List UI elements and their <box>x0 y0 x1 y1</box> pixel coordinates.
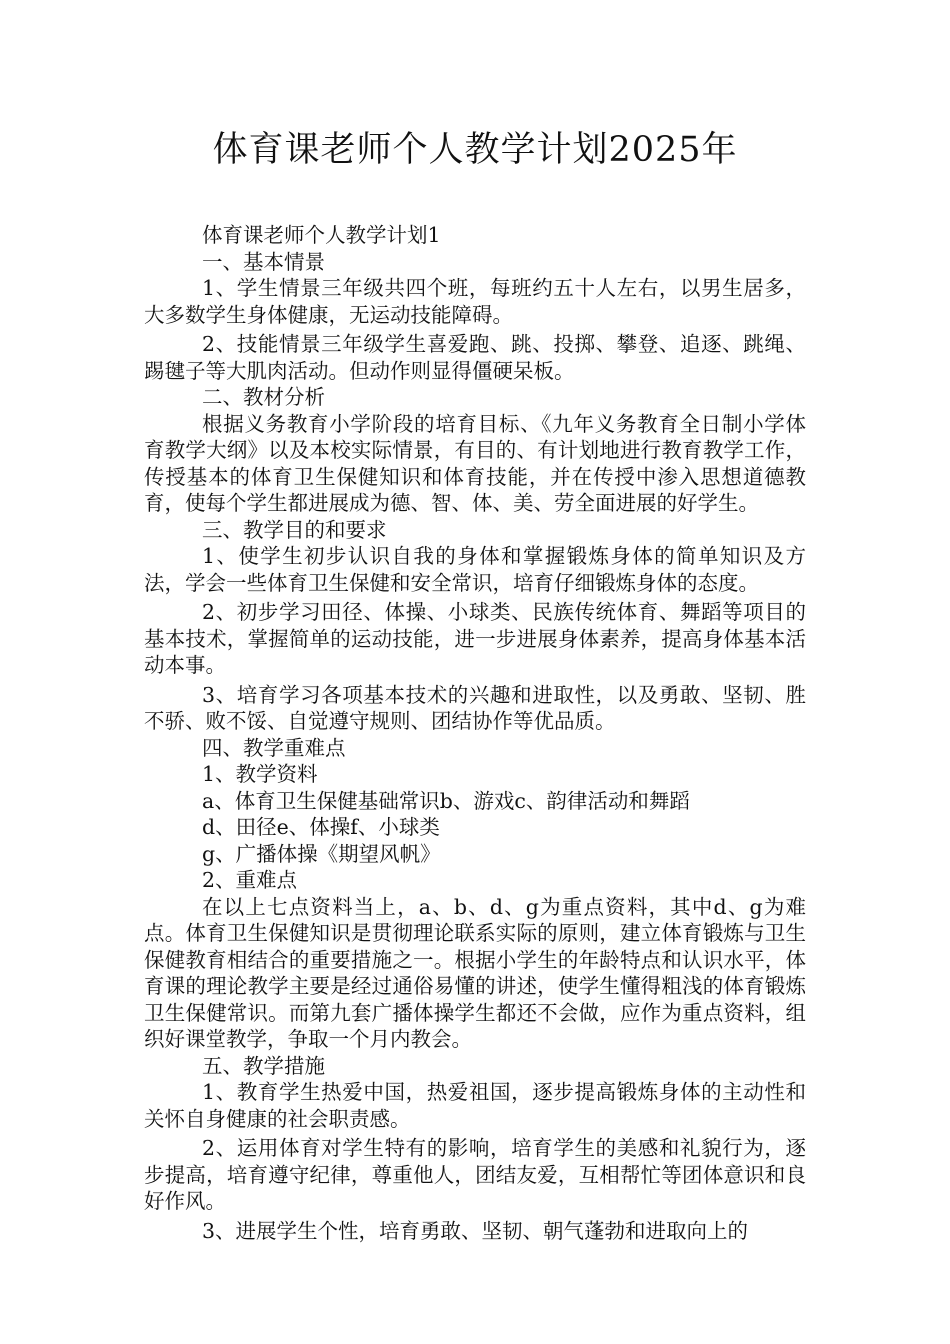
subsection-heading: 1、教学资料 <box>202 762 318 786</box>
paragraph: 3、进展学生个性，培育勇敢、坚韧、朝气蓬勃和进取向上的 <box>202 1218 749 1243</box>
section-heading: 二、教材分析 <box>202 385 325 409</box>
list-item: g、广播体操《期望风帆》 <box>202 841 441 866</box>
paragraph: 2、运用体育对学生特有的影响，培育学生的美感和礼貌行为，逐步提高，培育遵守纪律，尊重他人，团结友爱，互相帮忙等团体意识和良好作风。 <box>144 1136 806 1213</box>
paragraph: 在以上七点资料当上，a、b、d、g为重点资料，其中d、g为难点。体育卫生保健知识是贯彻理论联系实际的原则，建立体育锻炼与卫生保健教育相结合的重要措施之一。根据小学生的年龄特点和认识水平，体育课的理论教学主要是经过通俗易懂的讲述，使学生懂得粗浅的体育锻炼卫生保健常识。而第九套广播体操学生都还不会做，应作为重点资料，组织好课堂教学，争取一个月内教会。 <box>144 894 806 1051</box>
section-heading: 五、教学措施 <box>202 1053 325 1078</box>
paragraph: 2、技能情景三年级学生喜爱跑、跳、投掷、攀登、追逐、跳绳、踢毽子等大肌肉活动。但动作则显得僵硬呆板。 <box>144 332 806 383</box>
paragraph: 3、培育学习各项基本技术的兴趣和进取性，以及勇敢、坚韧、胜不骄、败不馁、自觉遵守规则、团结协作等优品质。 <box>144 682 806 733</box>
document-title: 体育课老师个人教学计划2025年 <box>212 130 738 170</box>
paragraph: 1、使学生初步认识自我的身体和掌握锻炼身体的简单知识及方法，学会一些体育卫生保健和安全常识，培育仔细锻炼身体的态度。 <box>144 544 806 595</box>
paragraph: 2、初步学习田径、体操、小球类、民族传统体育、舞蹈等项目的基本技术，掌握简单的运动技能，进一步进展身体素养，提高身体基本活动本事。 <box>144 600 806 677</box>
subsection-heading: 2、重难点 <box>202 868 298 892</box>
section-heading: 一、基本情景 <box>202 249 325 274</box>
section-heading: 四、教学重难点 <box>202 735 346 760</box>
section-subtitle: 体育课老师个人教学计划1 <box>202 223 441 247</box>
paragraph: 根据义务教育小学阶段的培育目标、《九年义务教育全日制小学体育教学大纲》以及本校实际情景，有目的、有计划地进行教育教学工作，传授基本的体育卫生保健知识和体育技能，并在传授中渗入思想道德教育，使每个学生都进展成为德、智、体、美、劳全面进展的好学生。 <box>144 411 806 515</box>
paragraph: 1、教育学生热爱中国，热爱祖国，逐步提高锻炼身体的主动性和关怀自身健康的社会职责感。 <box>144 1080 806 1131</box>
list-item: a、体育卫生保健基础常识b、游戏c、韵律活动和舞蹈 <box>202 788 690 813</box>
paragraph: 1、学生情景三年级共四个班，每班约五十人左右，以男生居多，大多数学生身体健康，无运动技能障碍。 <box>144 276 806 327</box>
document-body <box>144 222 806 1244</box>
list-item: d、田径e、体操f、小球类 <box>202 815 440 839</box>
section-heading: 三、教学目的和要求 <box>202 517 387 542</box>
